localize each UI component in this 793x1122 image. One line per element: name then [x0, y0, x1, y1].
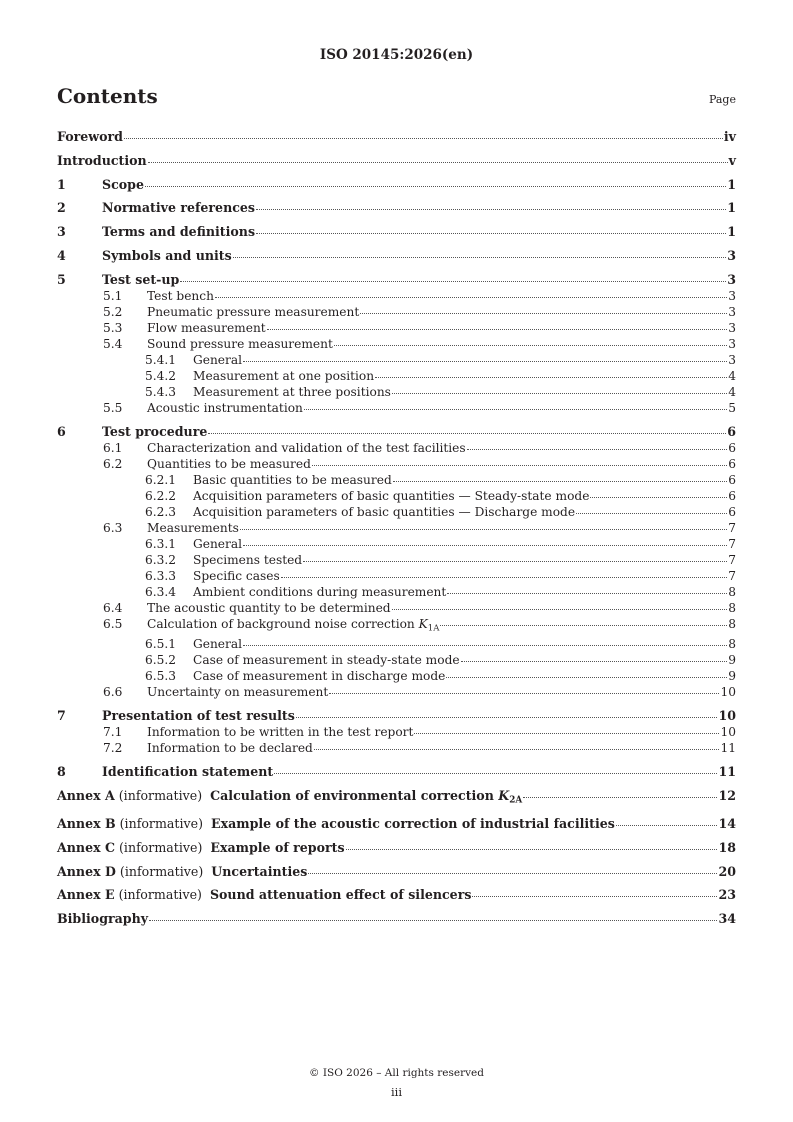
toc-entry[interactable]	[57, 248, 736, 264]
toc-entry-text	[193, 568, 280, 584]
toc-page-number: 34	[718, 911, 736, 927]
toc-page-number: 4	[728, 368, 736, 383]
toc-page-number: 7	[728, 520, 736, 535]
toc-entry-title: Pneumatic pressure measurement	[147, 304, 360, 319]
dot-leader	[523, 797, 717, 798]
toc-page-number: 6	[728, 504, 736, 519]
toc-entry[interactable]	[57, 568, 736, 584]
toc-annex-entry[interactable]	[57, 788, 736, 809]
toc-entry-title: Flow measurement	[147, 320, 266, 335]
toc-entry-text	[193, 352, 242, 368]
dot-leader	[149, 920, 717, 921]
toc-entry-text	[147, 520, 239, 536]
toc-entry-text	[147, 724, 413, 740]
toc-entry-text	[147, 740, 313, 756]
toc-entry-text	[147, 616, 439, 637]
toc-entry[interactable]	[57, 600, 736, 616]
dot-leader	[208, 433, 726, 434]
dot-leader	[256, 233, 726, 234]
dot-leader	[392, 393, 727, 394]
toc-page-number: 3	[728, 336, 736, 351]
toc-entry-title: Information to be declared	[147, 740, 313, 755]
annex-kind: (informative)	[119, 839, 203, 855]
toc-entry-title: Terms and definitions	[102, 224, 256, 240]
page-title: Contents	[57, 84, 158, 108]
toc-entry[interactable]	[57, 708, 736, 724]
annex-kind: (informative)	[119, 815, 203, 831]
toc-entry-title: Test bench	[147, 288, 214, 303]
dot-leader	[375, 377, 727, 378]
toc-entry-text	[193, 472, 392, 488]
toc-page-number: 10	[720, 724, 736, 739]
annex-title: Sound attenuation effect of silencers	[209, 887, 472, 903]
toc-annex-text	[57, 788, 522, 809]
toc-entry-text	[147, 600, 391, 616]
toc-page-number: 3	[728, 320, 736, 335]
toc-entry-number: 5.3	[103, 320, 123, 335]
dot-leader	[281, 577, 728, 578]
toc-page-number: 8	[728, 584, 736, 599]
toc-annex-entry[interactable]	[57, 887, 736, 903]
toc-entry-text	[147, 684, 328, 700]
annex-label: Annex C	[57, 839, 116, 855]
dot-leader	[334, 345, 727, 346]
toc-entry[interactable]	[57, 764, 736, 780]
toc-entry-title: Test procedure	[102, 423, 208, 439]
toc-entry-text	[193, 584, 446, 600]
toc-entry[interactable]	[57, 636, 736, 652]
dot-leader	[329, 693, 719, 694]
dot-leader	[314, 749, 720, 750]
toc-entry-text	[102, 708, 295, 724]
toc-entry[interactable]	[57, 400, 736, 416]
toc-entry-number: 3	[57, 224, 66, 240]
annex-title: Calculation of environmental correction	[210, 787, 494, 803]
dot-leader	[360, 313, 727, 314]
toc-entry-number: 6.5.3	[145, 669, 177, 684]
document-header: ISO 20145:2026(en)	[319, 47, 474, 63]
toc-entry[interactable]	[57, 424, 736, 440]
toc-entry-title: Calculation of background noise correction	[147, 616, 415, 631]
dot-leader	[392, 609, 728, 610]
toc-entry-text	[102, 200, 255, 216]
toc-page-number: v	[728, 152, 736, 168]
toc-entry-number: 5.4.2	[145, 368, 177, 383]
toc-page-number: 18	[718, 839, 736, 855]
toc-page-number: 3	[728, 352, 736, 367]
toc-entry[interactable]	[57, 520, 736, 536]
math-symbol	[415, 616, 440, 634]
toc-page-number: iv	[723, 129, 736, 144]
toc-annex-text	[57, 864, 307, 880]
toc-page-number: 14	[718, 815, 736, 831]
toc-page-number: 3	[727, 271, 736, 287]
toc-entry-number: 6.5.1	[145, 637, 177, 652]
toc-entry-number: 4	[57, 247, 66, 263]
toc-entry-title: Measurements	[147, 520, 239, 535]
annex-label: Annex A	[57, 787, 115, 803]
page-number: iii	[390, 1085, 403, 1099]
toc-entry-text	[193, 668, 445, 684]
toc-entry-number: 6.4	[103, 600, 123, 615]
dot-leader	[215, 297, 727, 298]
toc-page-number: 6	[728, 440, 736, 455]
toc-entry-title: Case of measurement in steady-state mode	[193, 653, 460, 668]
toc-entry-number: 7.1	[103, 724, 123, 739]
toc-entry-number: 6	[57, 423, 66, 439]
dot-leader	[240, 529, 727, 530]
dot-leader	[145, 186, 726, 187]
toc-entry-text	[193, 552, 302, 568]
dot-leader	[576, 513, 727, 514]
toc-entry-text	[147, 336, 333, 352]
toc-entry-text	[147, 304, 359, 320]
table-of-contents	[57, 126, 736, 927]
toc-entry-number: 6.2.1	[145, 472, 177, 487]
dot-leader	[616, 825, 718, 826]
annex-title: Uncertainties	[211, 863, 308, 879]
toc-entry-number: 5.2	[103, 304, 123, 319]
toc-entry-number: 6.5.2	[145, 653, 177, 668]
toc-entry-title: Acquisition parameters of basic quantities — Steady-state mode	[193, 488, 590, 503]
toc-entry-text	[193, 652, 460, 668]
toc-entry-text	[193, 488, 589, 504]
symbol-subscript: 2A	[509, 795, 523, 806]
toc-entry-title: Foreword	[57, 129, 123, 144]
annex-kind: (informative)	[118, 887, 202, 903]
annex-label: Annex E	[57, 887, 115, 903]
toc-page-number: 3	[728, 288, 736, 303]
toc-entry[interactable]	[57, 616, 736, 637]
toc-page-number: 4	[728, 384, 736, 399]
toc-entry[interactable]	[57, 740, 736, 756]
toc-page-number: 8	[728, 600, 736, 615]
toc-entry[interactable]	[57, 288, 736, 304]
annex-label: Annex B	[57, 815, 116, 831]
toc-entry-title: Specimens tested	[193, 552, 303, 567]
toc-entry-text	[102, 424, 207, 440]
toc-entry-text	[147, 440, 466, 456]
dot-leader	[124, 138, 723, 139]
toc-entry-number: 6.3.1	[145, 536, 177, 551]
toc-entry-text	[193, 384, 391, 400]
toc-entry-title: Sound pressure measurement	[147, 336, 333, 351]
toc-entry-number: 6.6	[103, 685, 123, 700]
annex-kind: (informative)	[118, 787, 203, 803]
toc-entry-number: 5	[57, 271, 66, 287]
toc-entry[interactable]	[57, 488, 736, 504]
dot-leader	[308, 873, 717, 874]
toc-page-number: 20	[718, 863, 736, 879]
toc-page-number: 9	[728, 653, 736, 668]
toc-entry[interactable]	[57, 652, 736, 668]
toc-entry[interactable]	[57, 336, 736, 352]
toc-entry-text	[102, 248, 232, 264]
page-column-label: Page	[708, 93, 736, 106]
toc-page-number: 9	[728, 669, 736, 684]
toc-entry-text	[147, 456, 311, 472]
toc-page-number: 7	[728, 536, 736, 551]
toc-entry-number: 6.2.3	[145, 504, 177, 519]
toc-entry-number: 5.1	[103, 288, 123, 303]
dot-leader	[148, 162, 728, 163]
toc-entry-number: 6.3.4	[145, 584, 177, 599]
toc-entry-text	[102, 764, 273, 780]
dot-leader	[243, 645, 727, 646]
toc-page-number: 6	[728, 488, 736, 503]
toc-entry[interactable]	[57, 472, 736, 488]
toc-entry-text	[147, 400, 303, 416]
toc-page-number: 23	[718, 887, 736, 903]
toc-entry-number: 2	[57, 200, 66, 216]
toc-entry-title: Acoustic instrumentation	[147, 400, 303, 415]
toc-entry-number: 7	[57, 707, 66, 723]
toc-entry-title: Measurement at three positions	[193, 384, 391, 399]
dot-leader	[243, 545, 727, 546]
annex-kind: (informative)	[119, 863, 204, 879]
toc-page-number: 6	[728, 456, 736, 471]
toc-entry[interactable]	[57, 911, 736, 927]
toc-page-number: 10	[720, 685, 736, 700]
toc-entry[interactable]	[57, 384, 736, 400]
toc-page-number: 8	[728, 637, 736, 652]
toc-entry[interactable]	[57, 684, 736, 700]
toc-page-number: 3	[728, 304, 736, 319]
toc-annex-text	[57, 887, 471, 903]
toc-entry-title: Case of measurement in discharge mode	[193, 669, 446, 684]
toc-entry-title: Bibliography	[57, 911, 149, 927]
toc-entry-number: 5.4	[103, 336, 123, 351]
toc-annex-text	[57, 816, 615, 832]
toc-entry[interactable]	[57, 724, 736, 740]
toc-entry-title: Presentation of test results	[102, 707, 295, 723]
toc-page-number: 11	[720, 740, 736, 755]
toc-entry-number: 6.3	[103, 520, 123, 535]
toc-annex-entry[interactable]	[57, 864, 736, 880]
toc-entry[interactable]	[57, 304, 736, 320]
toc-page-number: 10	[718, 707, 736, 723]
toc-page-number: 11	[718, 763, 736, 779]
toc-page-number: 7	[728, 552, 736, 567]
toc-entry[interactable]	[57, 456, 736, 472]
toc-entry-text	[193, 504, 575, 520]
toc-entry[interactable]	[57, 272, 736, 288]
toc-entry-title: Quantities to be measured	[147, 456, 311, 471]
toc-entry-text	[102, 272, 179, 288]
toc-entry[interactable]	[57, 177, 736, 193]
toc-entry-text	[102, 224, 255, 240]
toc-entry[interactable]	[57, 200, 736, 216]
dot-leader	[274, 773, 717, 774]
toc-entry[interactable]	[57, 224, 736, 240]
toc-entry-number: 7.2	[103, 740, 123, 755]
dot-leader	[312, 465, 727, 466]
toc-entry-title: Introduction	[57, 152, 147, 168]
toc-entry-text	[147, 288, 214, 304]
toc-entry-title: Acquisition parameters of basic quantities — Discharge mode	[193, 504, 576, 519]
toc-entry-number: 8	[57, 763, 66, 779]
dot-leader	[461, 661, 728, 662]
toc-page-number: 8	[728, 616, 736, 631]
dot-leader	[346, 849, 718, 850]
toc-entry-title: Scope	[102, 176, 144, 192]
dot-leader	[447, 593, 727, 594]
toc-entry-title: General	[193, 352, 242, 367]
copyright-notice: © ISO 2026 – All rights reserved	[309, 1067, 484, 1079]
toc-entry[interactable]	[57, 129, 736, 145]
dot-leader	[233, 257, 727, 258]
toc-entry-number: 5.5	[103, 400, 123, 415]
annex-label: Annex D	[57, 863, 116, 879]
toc-page-number: 1	[727, 176, 736, 192]
toc-entry-number: 6.1	[103, 440, 123, 455]
dot-leader	[472, 896, 717, 897]
toc-entry-text	[147, 320, 266, 336]
toc-entry[interactable]	[57, 153, 736, 169]
toc-entry-title: Measurement at one position	[193, 368, 375, 383]
math-symbol	[494, 787, 523, 806]
dot-leader	[590, 497, 727, 498]
toc-entry-number: 6.2.2	[145, 488, 177, 503]
toc-page-number: 5	[728, 400, 736, 415]
toc-entry[interactable]	[57, 584, 736, 600]
toc-entry-title: General	[193, 536, 242, 551]
toc-annex-text	[57, 840, 345, 856]
toc-entry-title: The acoustic quantity to be determined	[147, 600, 391, 615]
toc-entry-text	[193, 636, 242, 652]
toc-annex-entry[interactable]	[57, 816, 736, 832]
dot-leader	[296, 717, 718, 718]
toc-page-number: 6	[727, 423, 736, 439]
toc-entry[interactable]	[57, 668, 736, 684]
toc-entry-title: Information to be written in the test report	[147, 724, 414, 739]
toc-entry-title: Basic quantities to be measured	[193, 472, 392, 487]
toc-entry-title: Uncertainty on measurement	[147, 685, 329, 700]
toc-entry-title: Symbols and units	[102, 247, 232, 263]
dot-leader	[304, 409, 727, 410]
toc-entry[interactable]	[57, 552, 736, 568]
toc-entry-title: Ambient conditions during measurement	[193, 584, 447, 599]
toc-entry-number: 6.3.3	[145, 568, 177, 583]
toc-entry[interactable]	[57, 352, 736, 368]
toc-entry-title: Specific cases	[193, 568, 280, 583]
toc-annex-entry[interactable]	[57, 840, 736, 856]
toc-entry-number: 6.3.2	[145, 552, 177, 567]
dot-leader	[440, 625, 727, 626]
toc-entry-number: 5.4.3	[145, 384, 177, 399]
annex-title: Example of reports	[210, 839, 345, 855]
toc-page-number: 6	[728, 472, 736, 487]
dot-leader	[180, 281, 726, 282]
dot-leader	[256, 209, 726, 210]
toc-entry[interactable]	[57, 440, 736, 456]
dot-leader	[414, 733, 719, 734]
toc-entry-number: 6.2	[103, 456, 123, 471]
toc-page-number: 1	[727, 200, 736, 216]
dot-leader	[267, 329, 728, 330]
toc-entry[interactable]	[57, 504, 736, 520]
dot-leader	[303, 561, 727, 562]
toc-entry-title: General	[193, 637, 242, 652]
toc-entry-number: 5.4.1	[145, 352, 177, 367]
toc-page-number: 1	[727, 224, 736, 240]
toc-page-number: 12	[718, 787, 736, 803]
toc-page-number: 7	[728, 568, 736, 583]
symbol-variable: K	[498, 787, 510, 803]
toc-entry-number: 1	[57, 176, 66, 192]
toc-entry[interactable]	[57, 536, 736, 552]
toc-page-number: 3	[727, 247, 736, 263]
toc-entry-number: 6.5	[103, 616, 123, 631]
dot-leader	[446, 677, 727, 678]
toc-entry[interactable]	[57, 320, 736, 336]
toc-entry-text	[193, 536, 242, 552]
dot-leader	[467, 449, 728, 450]
symbol-variable: K	[418, 616, 428, 631]
dot-leader	[243, 361, 727, 362]
toc-entry-title: Identification statement	[102, 763, 274, 779]
toc-entry-title: Characterization and validation of the test facilities	[147, 440, 466, 455]
annex-title: Example of the acoustic correction of industrial facilities	[210, 815, 615, 831]
toc-entry-title: Normative references	[102, 200, 256, 216]
toc-entry-text	[102, 177, 144, 193]
toc-entry-title: Test set-up	[102, 271, 180, 287]
dot-leader	[393, 481, 727, 482]
symbol-subscript: 1A	[427, 623, 440, 634]
toc-entry-text	[193, 368, 374, 384]
toc-entry[interactable]	[57, 368, 736, 384]
